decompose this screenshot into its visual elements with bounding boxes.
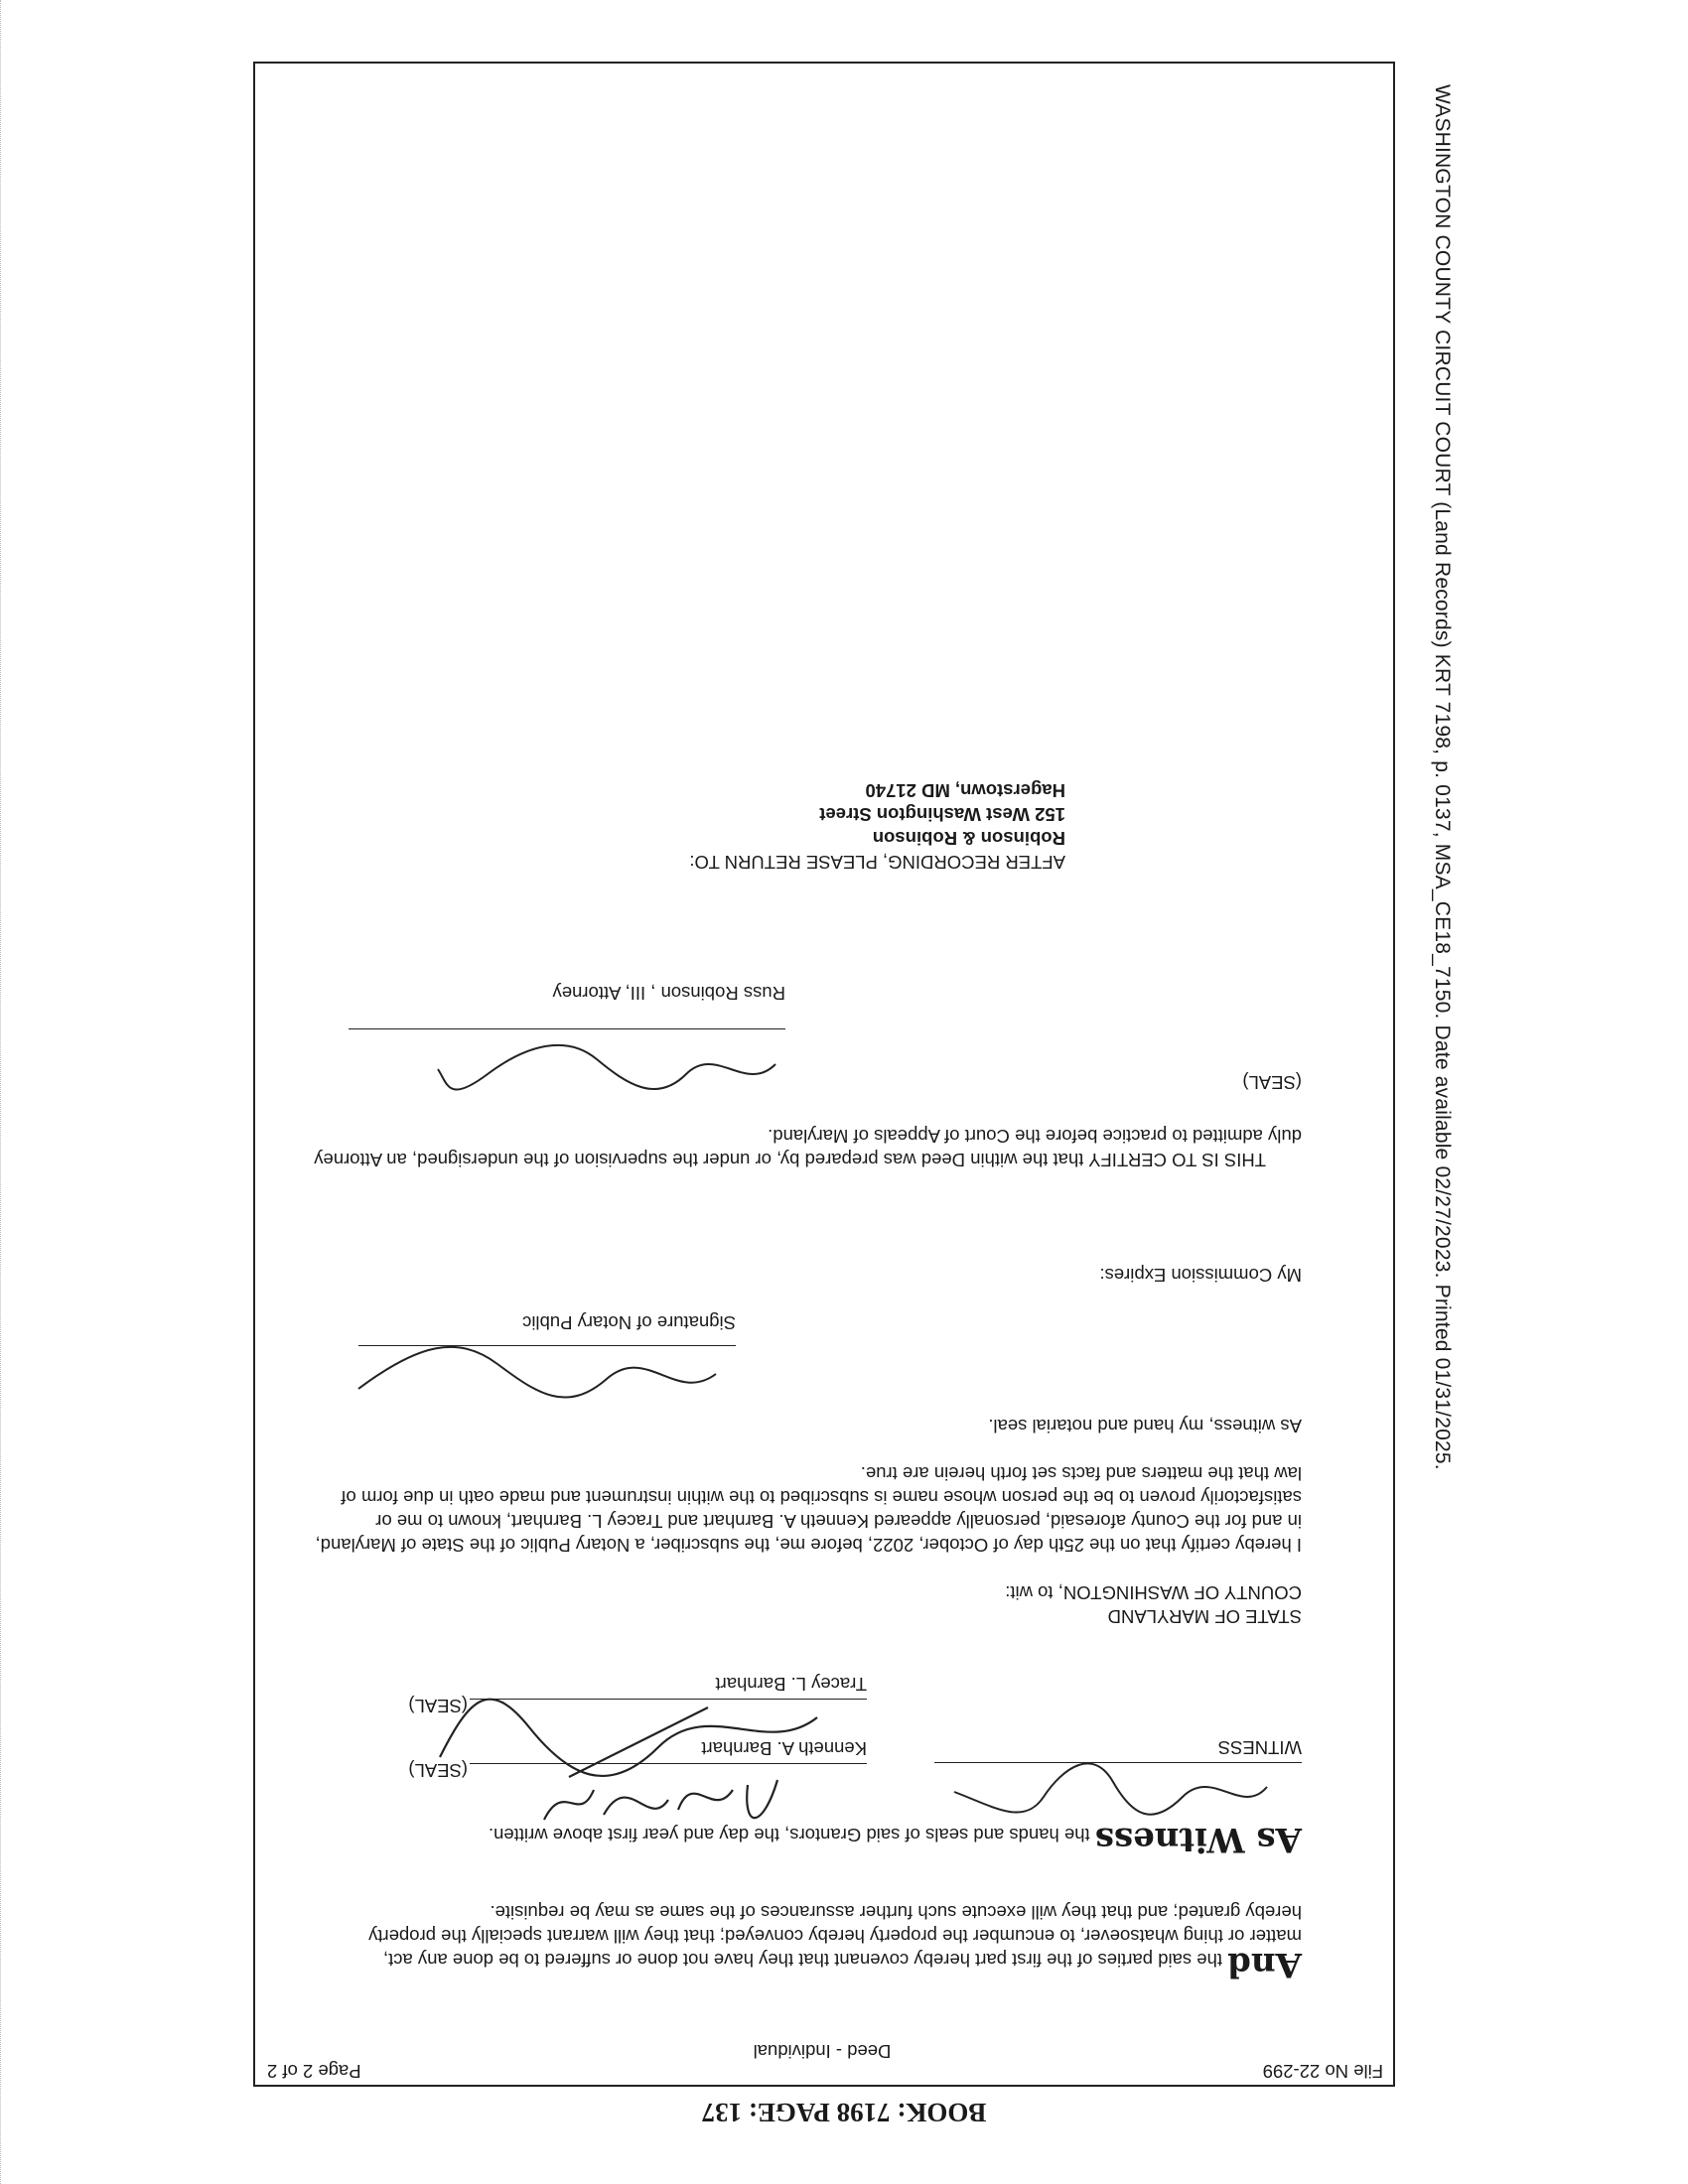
notary-commission: My Commission Expires: [1099,1265,1302,1286]
notary-county: COUNTY OF WASHINGTON, to wit: [1005,1582,1302,1603]
attorney-seal: (SEAL) [1242,1072,1302,1093]
grantor2-signature-block [400,1674,867,1737]
covenant-drop-word: And [1227,1945,1302,1984]
return-heading: AFTER RECORDING, PLEASE RETURN TO: [689,852,1065,873]
grantor2-signature [430,1688,827,1787]
page-label: Page 2 of 2 [267,2061,361,2082]
notary-signature [339,1334,736,1414]
attorney-signature [428,1034,785,1104]
document-type: Deed - Individual [753,2041,892,2062]
witness-signature-block [905,1737,1302,1797]
covenant-text: the said parties of the first part hereby covenant that they have not done or suffered to be done any act, matter or thing whatsoever, to encumber the property hereby conveyed; that they will warrant specially the property hereby granted; and that they will execute such further assurances of the same as may be requisite. [368,1902,1302,1971]
covenant-paragraph [329,1900,1302,1984]
notary-signature-block [339,1334,736,1404]
attorney-certification [309,981,1302,1171]
witness-line [934,1762,1302,1763]
file-number: File No 22-299 [1262,2061,1383,2082]
deed-page [253,62,1395,2087]
return-line-2: 152 West Washington Street [819,804,1065,825]
attorney-name: Russ Robinson , III, Attorney [552,983,785,1004]
notary-signature-caption: Signature of Notary Public [522,1312,736,1333]
witness-clause-text: the hands and seals of said Grantors, the day and year first above written. [488,1825,1090,1845]
grantor1-name: Kenneth A. Barnhart [701,1738,867,1759]
witness-clause [329,1820,1302,1859]
witness-label: WITNESS [1217,1737,1302,1758]
grantor2-name: Tracey L. Barnhart [715,1674,867,1695]
return-address [470,778,1065,874]
scan-edge [0,0,7,2184]
notary-state: STATE OF MARYLAND [1107,1606,1302,1627]
notary-body: I hereby certify that on the 25th day of October, 2022, before me, the subscriber, a Notary Public of the State of Maryland, in and for the County aforesaid, personally appeared Kenneth A. Barnhart and Tracey L. Barnhart, known to me or satisfactorily proven to be the person whose name is subscribed to the within instrument and made oath in due form of law that the matters and facts set forth herein are true. [315,1463,1302,1556]
recording-stamp: WASHINGTON COUNTY CIRCUIT COURT (Land Records) KRT 7198, p. 0137, MSA_CE18_7150. Date available 02/27/2023. Printed 01/31/2025. [1431,84,1454,1470]
return-line-3: Hagerstown, MD 21740 [865,780,1065,801]
book-page-stamp: BOOK: 7198 PAGE: 137 [701,2098,987,2127]
grantor2-seal: (SEAL) [408,1696,468,1716]
notary-witness-line: As witness, my hand and notarial seal. [988,1416,1302,1436]
witness-drop-word: As Witness [1094,1820,1302,1859]
witness-signature [944,1757,1272,1827]
attorney-signature-block [309,1005,1302,1124]
notary-acknowledgment [309,1263,1302,1628]
grantor1-seal: (SEAL) [408,1760,468,1781]
notary-line [358,1345,736,1346]
attorney-cert-body: THIS IS TO CERTIFY that the within Deed was prepared by, or under the supervision of the undersigned, an Attorney duly admitted to practice before the Court of Appeals of Maryland. [314,1126,1302,1170]
attorney-line [349,1028,785,1029]
return-line-1: Robinson & Robinson [872,828,1065,849]
grantor2-line [470,1699,867,1700]
